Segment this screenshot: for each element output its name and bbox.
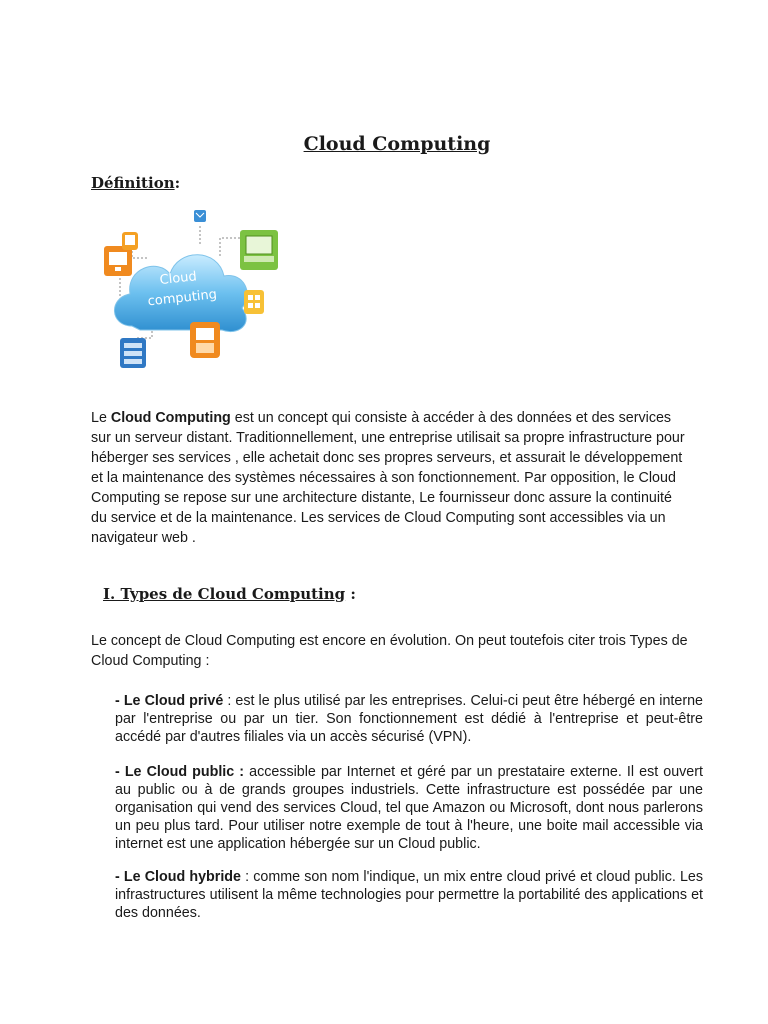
definition-colon: : bbox=[174, 174, 181, 192]
definition-label: Définition bbox=[91, 174, 175, 192]
cloud-label-line1: Cloud bbox=[158, 269, 198, 289]
cloud-label-line2: computing bbox=[147, 287, 218, 310]
list-item-private-cloud bbox=[115, 692, 703, 746]
monitor-icon bbox=[104, 246, 132, 276]
cloud-icon bbox=[114, 255, 247, 332]
cloud-computing-illustration bbox=[92, 198, 288, 384]
intro-lead: Le bbox=[91, 410, 111, 426]
list-item-text: : comme son nom l'indique, un mix entre cloud privé et cloud public. Les infrastructures utilisent la même technologies pour permettre la portabilité des applications et des données. bbox=[115, 869, 704, 921]
intro-rest: est un concept qui consiste à accéder à des données et des services sur un serveur distant. Traditionnellement, une entreprise utilisait sa propre infrastructure pour héberger ses services , elle achetait donc ses propres serveurs, et assurait le développement et la maintenance des systèmes nécessaires à son fonctionnement. Par opposition, le Cloud Computing se repose sur une architecture distante, Le fournisseur donc assure la continuité du service et de la maintenance. Les services de Cloud Computing sont accessibles via un navigateur web . bbox=[91, 410, 685, 546]
laptop-icon bbox=[240, 230, 278, 270]
list-item-label: - Le Cloud privé bbox=[115, 693, 224, 709]
section-heading-suffix: : bbox=[345, 585, 356, 603]
intro-bold-term: Cloud Computing bbox=[110, 410, 231, 426]
list-item-label: - Le Cloud hybride bbox=[115, 869, 241, 885]
list-item-public-cloud bbox=[115, 763, 703, 853]
server-icon bbox=[120, 338, 146, 368]
list-item-text: : est le plus utilisé par les entreprises. Celui-ci peut être hébergé en interne par l'entreprise ou par un tier. Son fonctionnement est dédié à l'entreprise et peut-être accédé par d'autres filiales via un accès sécurisé (VPN). bbox=[115, 693, 703, 745]
definition-heading bbox=[91, 174, 180, 192]
intro-paragraph bbox=[91, 408, 691, 548]
handheld-icon bbox=[190, 322, 220, 358]
mail-icon bbox=[194, 210, 206, 222]
cloud-diagram bbox=[92, 198, 288, 384]
apps-icon bbox=[244, 290, 264, 314]
list-item-hybrid-cloud bbox=[115, 868, 703, 922]
list-item-label: - Le Cloud public : bbox=[115, 764, 245, 780]
mobile-icon bbox=[122, 232, 138, 250]
types-intro-paragraph: Le concept de Cloud Computing est encore en évolution. On peut toutefois citer trois Types de Cloud Computing : bbox=[91, 633, 688, 669]
section-heading-text: I. Types de Cloud Computing bbox=[103, 585, 346, 603]
section-heading-types bbox=[103, 585, 356, 603]
list-item-text: accessible par Internet et géré par un prestataire externe. Il est ouvert au public ou à de grands groupes industriels. Cette infrastructure est possédée par une organisation qui vend des services Cloud, tel que Amazon ou Microsoft, dont nous parlerons un peu plus tard. Pour utiliser notre exemple de tout à l'heure, une boite mail accessible via internet est une application hébergée sur un Cloud public. bbox=[115, 764, 703, 852]
page-title: Cloud Computing bbox=[303, 133, 491, 155]
